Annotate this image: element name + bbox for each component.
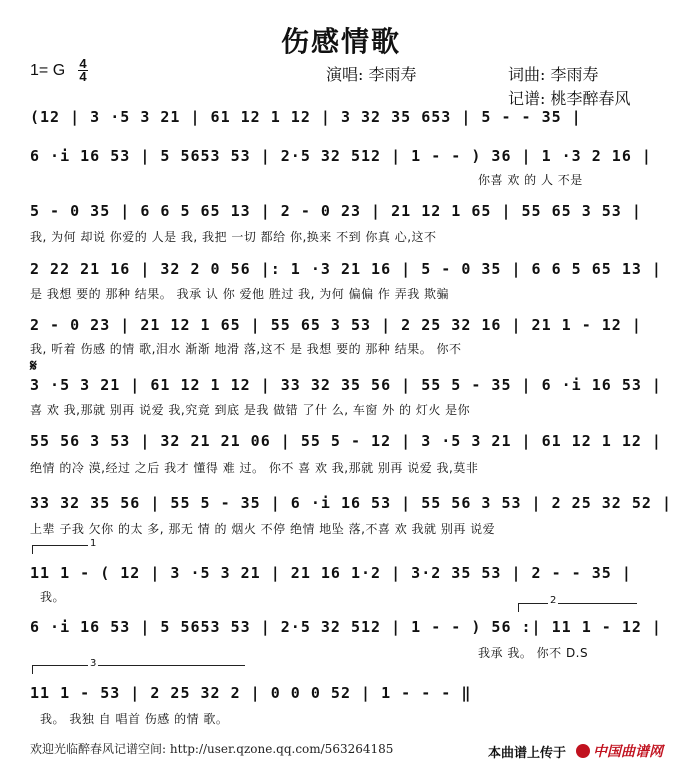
score-row-2-notes: 6 ·i 16 53 | 5 5653 53 | 2·5 32 512 | 1 - - ) 36 | 1 ·3 2 16 | — [30, 147, 652, 165]
song-title: 伤感情歌 — [280, 25, 401, 58]
segno-sign: 𝄋 — [30, 356, 37, 375]
score-row-11-lyrics: 我。 我独 自 唱首 伤感 的情 歌。 — [40, 712, 229, 726]
score-row-7-lyrics: 绝情 的冷 漠,经过 之后 我才 懂得 难 过。 你不 喜 欢 我,那就 别再 说爱 我,莫非 — [30, 461, 479, 475]
volta-bracket-1 — [32, 545, 93, 554]
time-sig-bottom: 4 — [79, 69, 87, 84]
lyricist-credit: 词曲: 李雨寿 — [508, 65, 599, 84]
score-row-3-lyrics: 我, 为何 却说 你爱的 人是 我, 我把 一切 都给 你,换来 不到 你真 心,这不 — [30, 230, 437, 244]
transcriber-credit: 记谱: 桃李醉春风 — [508, 89, 631, 108]
time-signature — [78, 58, 88, 83]
score-row-1-notes: (12 | 3 ·5 3 21 | 61 12 1 12 | 3 32 35 653 | 5 - - 35 | — [30, 108, 582, 126]
score-row-9-lyrics: 我。 — [40, 590, 66, 604]
score-row-2-lyrics: 你喜 欢 的 人 不是 — [478, 173, 583, 187]
score-row-8-lyrics: 上辈 子我 欠你 的太 多, 那无 情 的 烟火 不停 绝情 地坠 落,不喜 欢 我就 别再 说爱 — [30, 522, 496, 536]
score-row-6-notes: 3 ·5 3 21 | 61 12 1 12 | 33 32 35 56 | 55 5 - 35 | 6 ·i 16 53 | — [30, 376, 662, 394]
score-row-8-notes: 33 32 35 56 | 55 5 - 35 | 6 ·i 16 53 | 55 56 3 53 | 2 25 32 52 | — [30, 494, 672, 512]
volta-number-2: 2 — [550, 595, 557, 606]
footer-link-text: 欢迎光临醉春风记谱空间: http://user.qzone.qq.com/563264185 — [30, 742, 394, 756]
volta-bracket-3 — [32, 665, 245, 674]
volta-number-3: 3 — [90, 658, 97, 669]
score-row-9-notes: 11 1 - ( 12 | 3 ·5 3 21 | 21 16 1·2 | 3·2 35 53 | 2 - - 35 | — [30, 564, 632, 582]
score-row-4-notes: 2 22 21 16 | 32 2 0 56 |: 1 ·3 21 16 | 5 - 0 35 | 6 6 5 65 13 | — [30, 260, 662, 278]
volta-bracket-2 — [518, 603, 637, 612]
score-row-5-lyrics: 我, 听着 伤感 的情 歌,泪水 渐渐 地滑 落,这不 是 我想 要的 那种 结果。 你不 — [30, 342, 462, 356]
score-row-10-lyrics: 我承 我。 你不 D.S — [478, 646, 589, 660]
score-row-4-lyrics: 是 我想 要的 那种 结果。 我承 认 你 爱他 胜过 我, 为何 偏偏 作 弄我 欺骗 — [30, 287, 450, 301]
site-logo — [576, 741, 663, 761]
score-row-6-lyrics: 喜 欢 我,那就 别再 说爱 我,究竟 到底 是我 做错 了什 么, 车窗 外 的 灯火 是你 — [30, 403, 471, 417]
upload-credit: 本曲谱上传于 — [488, 746, 567, 761]
logo-icon — [576, 744, 590, 758]
time-sig-top: 4 — [79, 56, 87, 71]
singer-credit: 演唱: 李雨寿 — [326, 65, 417, 84]
score-row-11-notes: 11 1 - 53 | 2 25 32 2 | 0 0 0 52 | 1 - - - ‖ — [30, 684, 472, 702]
key-signature: 1= G — [30, 62, 66, 79]
score-row-3-notes: 5 - 0 35 | 6 6 5 65 13 | 2 - 0 23 | 21 12 1 65 | 55 65 3 53 | — [30, 202, 642, 220]
volta-number-1: 1 — [90, 538, 97, 549]
score-row-10-notes: 6 ·i 16 53 | 5 5653 53 | 2·5 32 512 | 1 - - ) 56 :| 11 1 - 12 | — [30, 618, 662, 636]
score-row-7-notes: 55 56 3 53 | 32 21 21 06 | 55 5 - 12 | 3 ·5 3 21 | 61 12 1 12 | — [30, 432, 662, 450]
logo-text: 中国曲谱网 — [593, 744, 663, 760]
score-row-5-notes: 2 - 0 23 | 21 12 1 65 | 55 65 3 53 | 2 25 32 16 | 21 1 - 12 | — [30, 316, 642, 334]
